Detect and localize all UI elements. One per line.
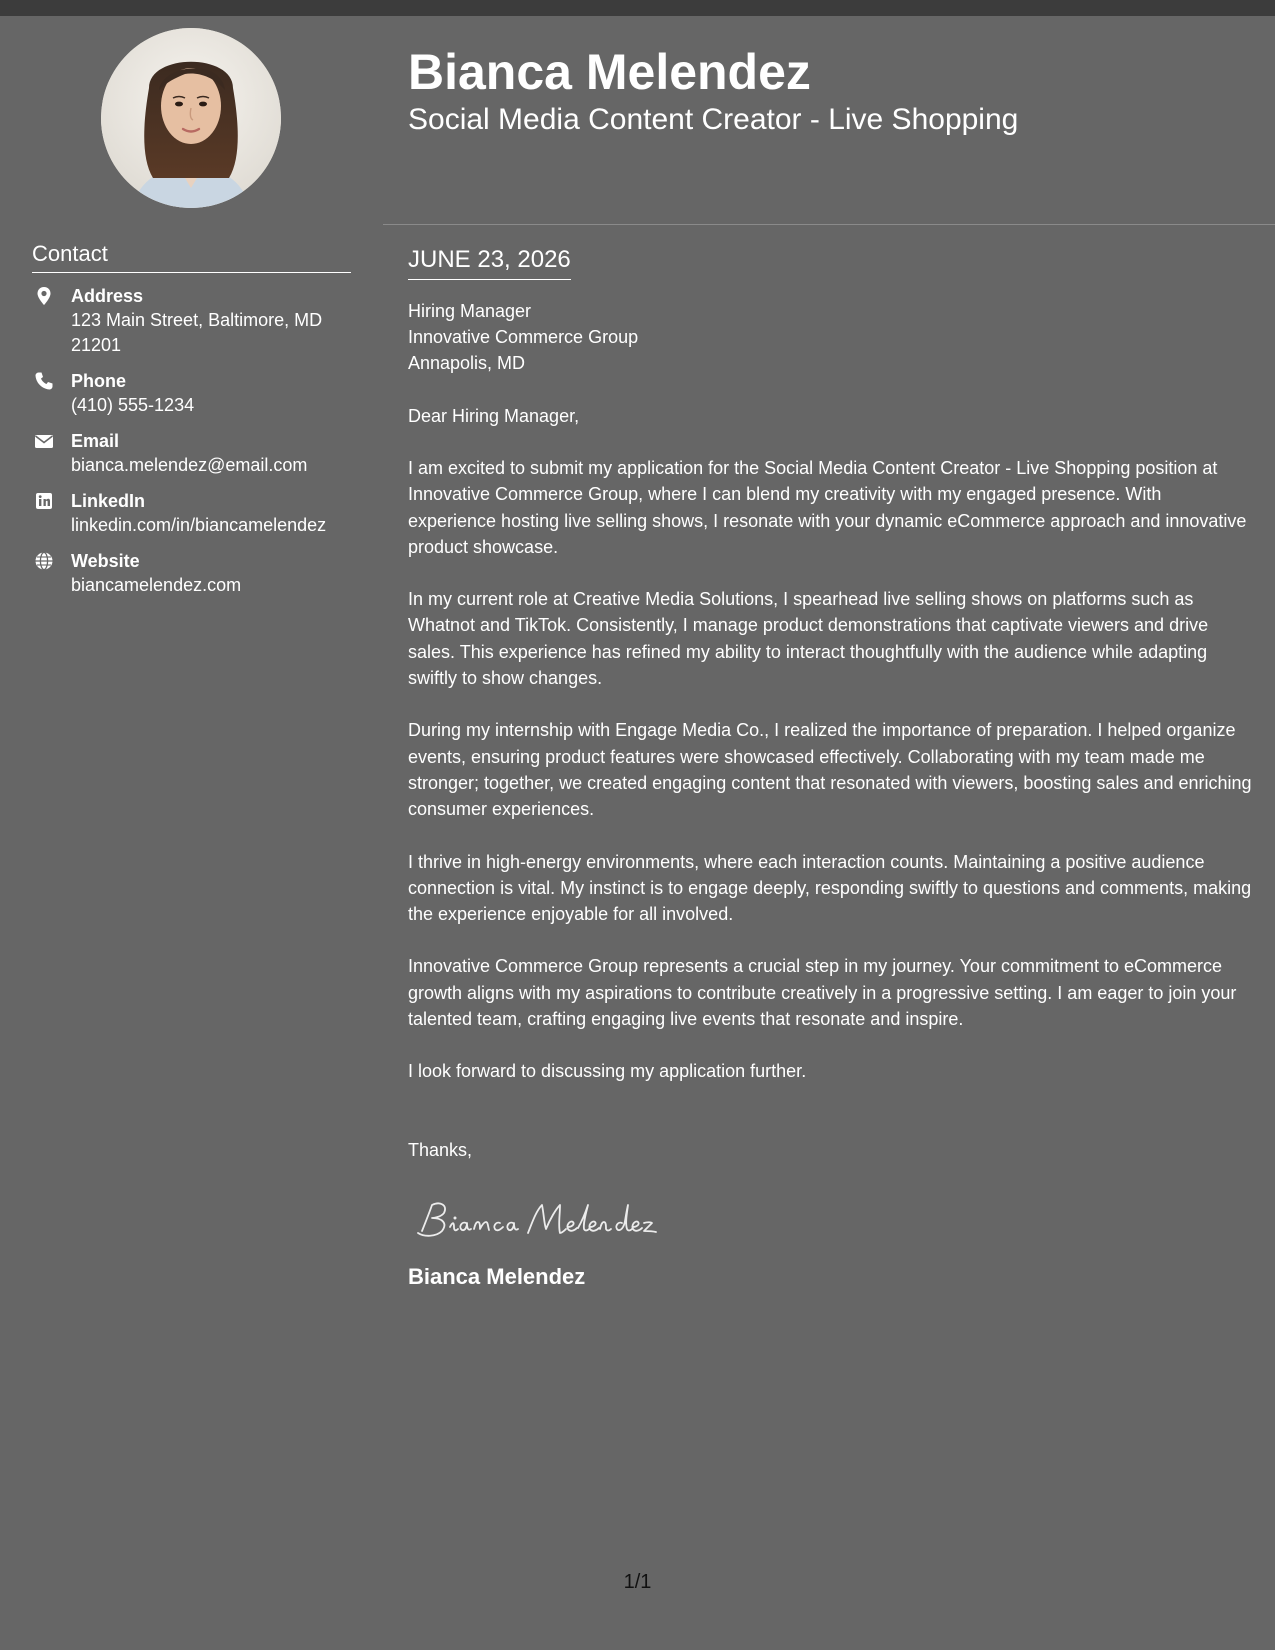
globe-icon (34, 551, 54, 571)
phone-icon (34, 371, 54, 391)
contact-section-title: Contact (32, 240, 351, 273)
recipient-block (408, 298, 1253, 376)
letter-paragraph: During my internship with Engage Media Co., I realized the importance of preparation. I helped organize events, ensuring product features were showcased effectively. Collaborating with my team made me stronger; together, we created engaging content that resonated with viewers, boosting sales and enriching consumer experiences. (408, 720, 1252, 820)
address-value: 123 Main Street, Baltimore, MD 21201 (71, 310, 323, 355)
envelope-icon (34, 431, 54, 451)
recipient-line: Hiring Manager (408, 301, 532, 321)
page-number: 1/1 (623, 1571, 652, 1593)
top-bar (0, 0, 1275, 16)
contact-item-linkedin (32, 489, 362, 538)
contact-label: Phone (71, 371, 127, 391)
contact-item-email (32, 429, 362, 478)
letter-body (408, 245, 1253, 1291)
phone-value: (410) 555-1234 (71, 395, 195, 415)
recipient-line: Innovative Commerce Group (408, 327, 639, 347)
handwritten-signature (408, 1191, 1253, 1251)
signer-name: Bianca Melendez (408, 1263, 586, 1289)
cover-letter-page (0, 16, 1275, 1650)
contact-label: Email (71, 431, 120, 451)
contact-item-address (32, 284, 362, 358)
website-value[interactable]: biancamelendez.com (71, 575, 242, 595)
linkedin-icon (34, 491, 54, 511)
recipient-line: Annapolis, MD (408, 353, 526, 373)
letter-paragraph: Innovative Commerce Group represents a crucial step in my journey. Your commitment to eCommerce growth aligns with my aspirations to contribute creatively in a progressive setting. I am eager to join your talented team, crafting engaging live events that resonate and inspire. (408, 956, 1237, 1030)
contact-list (32, 284, 362, 609)
contact-label: Website (71, 551, 140, 571)
contact-label: LinkedIn (71, 491, 146, 511)
letter-paragraph: In my current role at Creative Media Solutions, I spearhead live selling shows on platforms such as Whatnot and TikTok. Consistently, I manage product demonstrations that captivate viewers and drive sales. This experience has refined my ability to interact thoughtfully with the audience while adapting swiftly to show changes. (408, 589, 1209, 689)
applicant-name: Bianca Melendez (408, 44, 811, 100)
letter-paragraph: I look forward to discussing my application further. (408, 1061, 807, 1082)
linkedin-value[interactable]: linkedin.com/in/biancamelendez (71, 515, 327, 535)
salutation: Dear Hiring Manager, (408, 406, 580, 426)
closing: Thanks, (408, 1139, 473, 1160)
contact-item-website (32, 549, 362, 598)
header-divider (383, 224, 1275, 225)
letter-paragraph: I thrive in high-energy environments, where each interaction counts. Maintaining a positive audience connection is vital. My instinct is to engage deeply, responding swiftly to questions and comments, making the experience enjoyable for all involved. (408, 851, 1252, 925)
letter-date: JUNE 23, 2026 (408, 245, 571, 280)
contact-item-phone (32, 369, 362, 418)
letter-paragraph: I am excited to submit my application for the Social Media Content Creator - Live Shopping position at Innovative Commerce Group, where I can blend my creativity with my engaged presence. With experience hosting live selling shows, I resonate with your dynamic eCommerce approach and innovative product showcase. (408, 458, 1247, 557)
location-pin-icon (34, 286, 54, 306)
profile-photo (101, 28, 281, 208)
job-title: Social Media Content Creator - Live Shopping (408, 103, 1019, 136)
contact-label: Address (71, 286, 144, 306)
email-value: bianca.melendez@email.com (71, 455, 308, 475)
